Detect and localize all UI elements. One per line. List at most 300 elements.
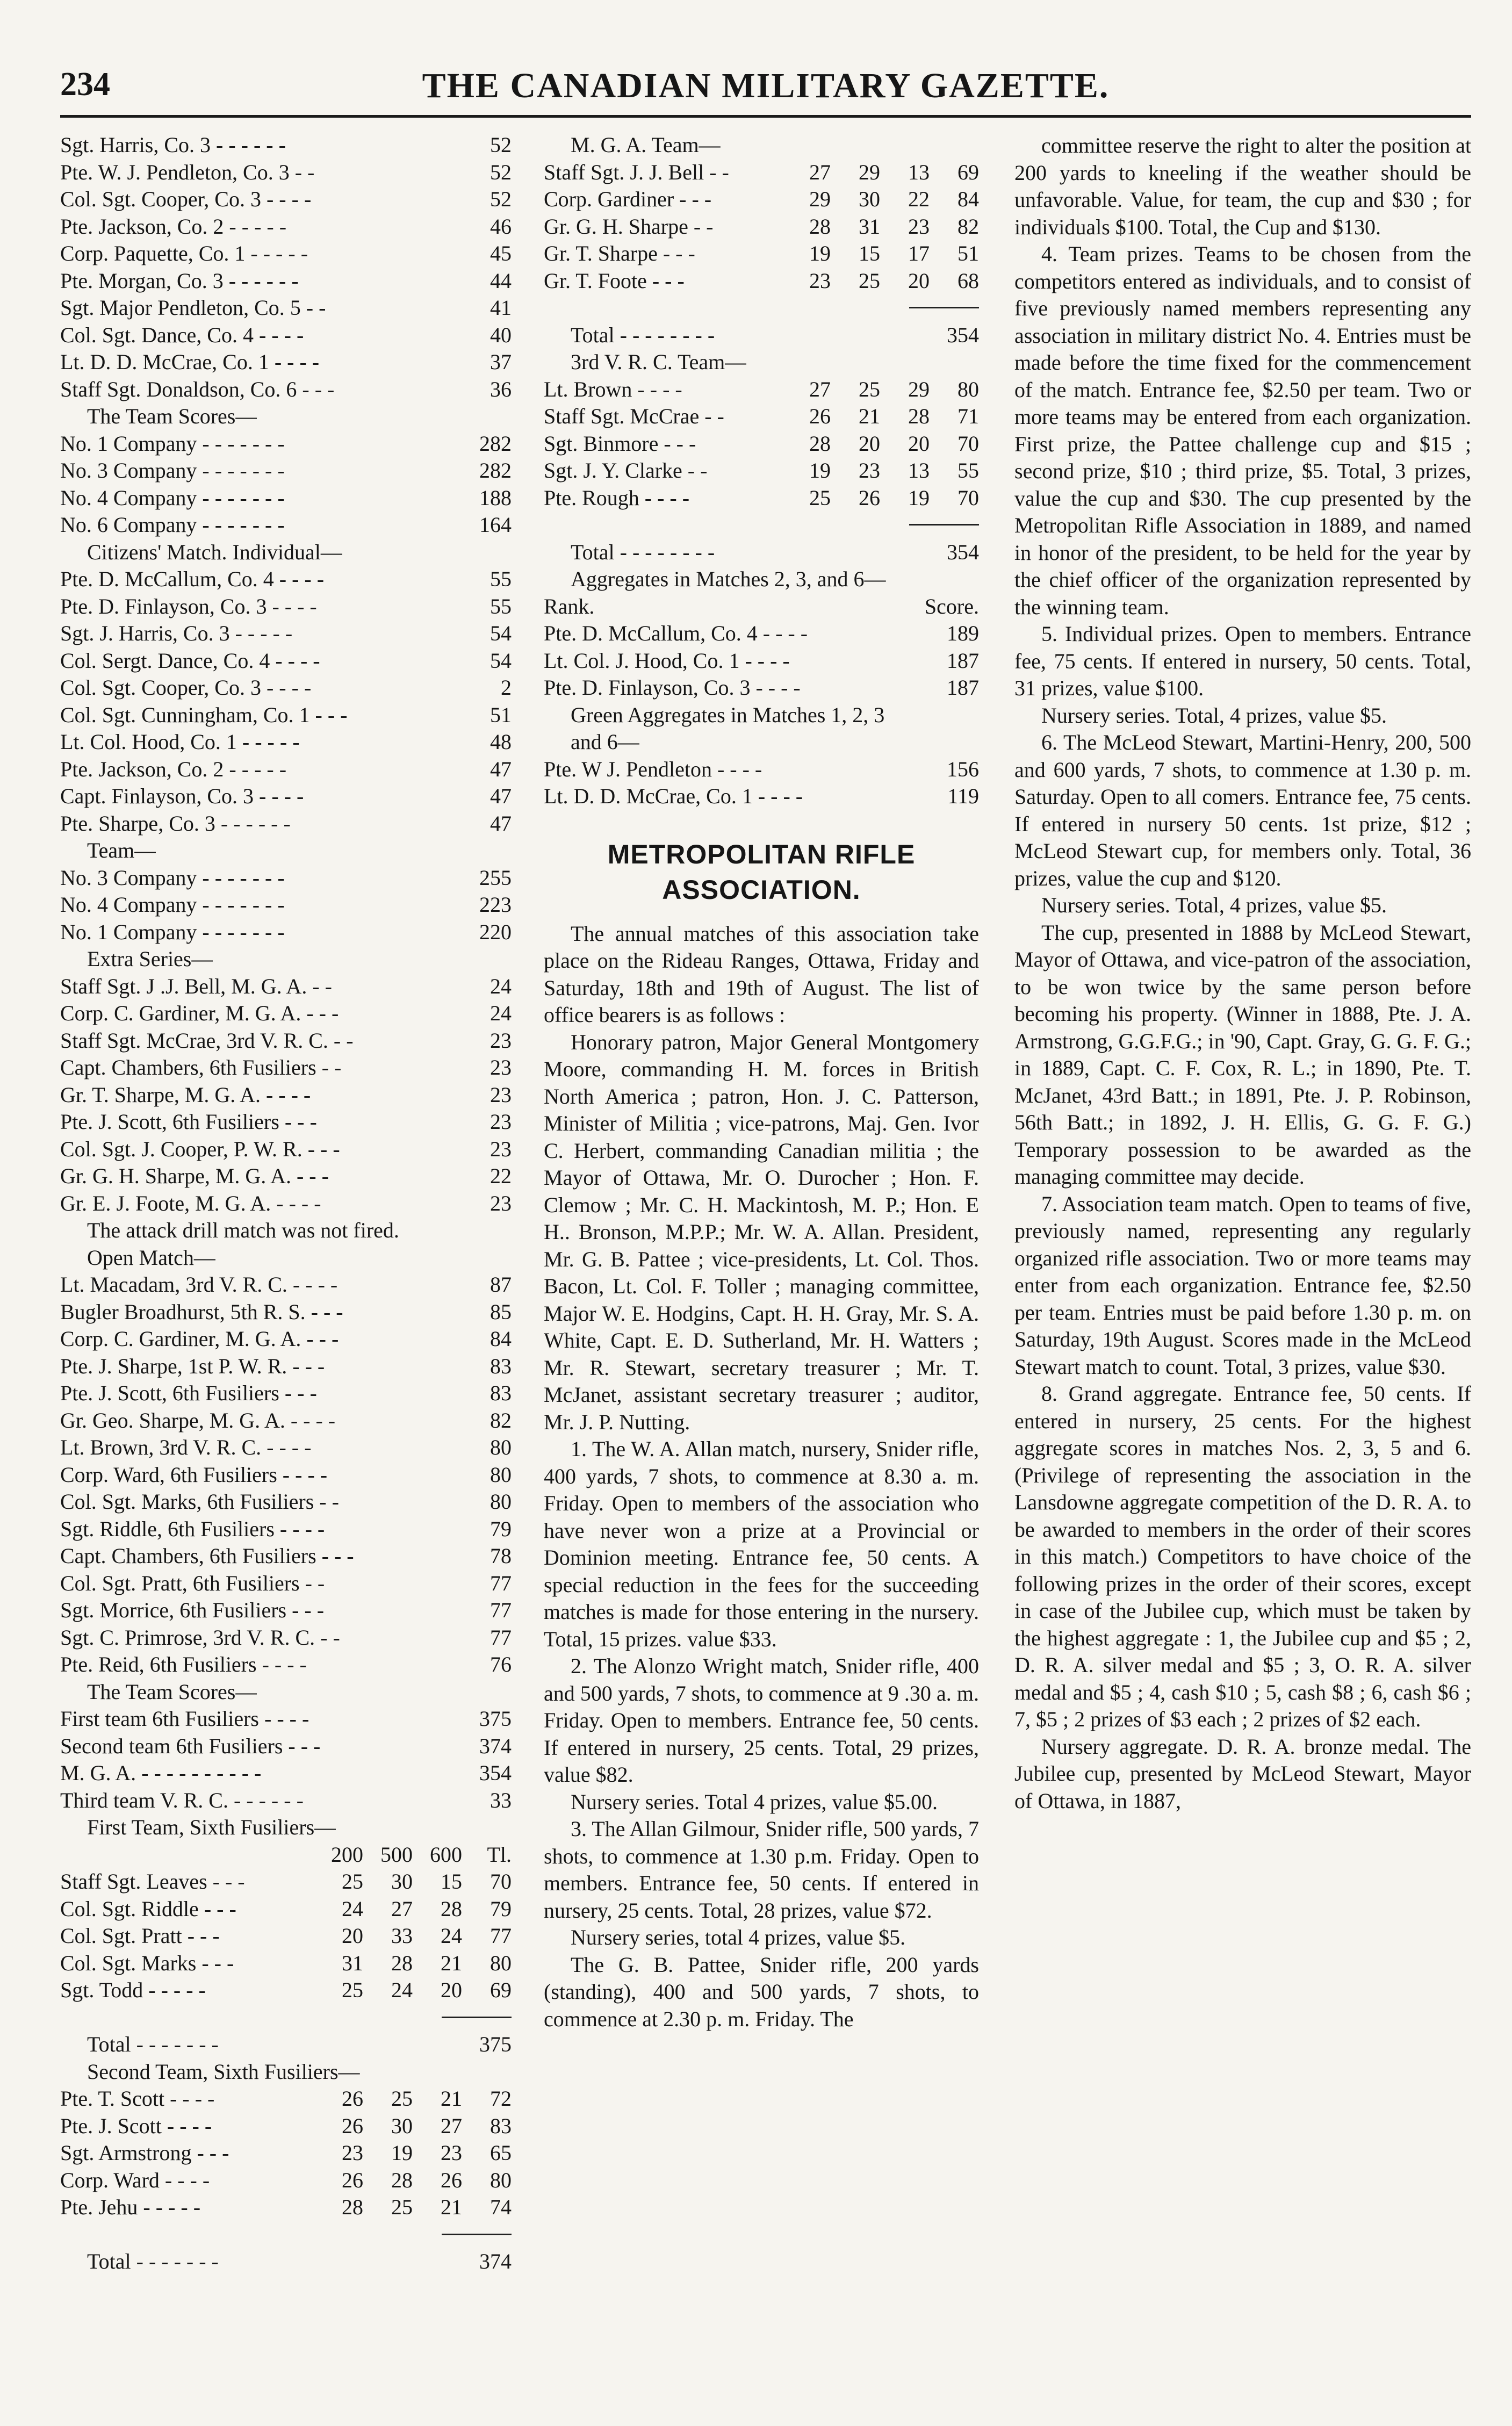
entry-label: Col. Sgt. J. Cooper, P. W. R. - - -	[60, 1136, 340, 1161]
score-value: 77	[490, 1598, 512, 1622]
score-value: 84	[490, 1327, 512, 1351]
entry-label: Total - - - - - - - -	[571, 539, 715, 564]
score-line	[60, 1218, 512, 1245]
entry-label: Capt. Finlayson, Co. 3 - - - -	[60, 784, 304, 808]
score-line	[60, 729, 512, 757]
score-value: 23	[490, 1055, 512, 1079]
score-cell: 15	[441, 1869, 462, 1894]
entry-label: Pte. D. Finlayson, Co. 3 - - - -	[544, 675, 801, 700]
entry-label: Pte. Sharpe, Co. 3 - - - - - -	[60, 811, 291, 836]
score-value: 41	[490, 296, 512, 320]
score-line	[544, 458, 979, 485]
entry-label: Pte. D. Finlayson, Co. 3 - - - -	[60, 594, 317, 618]
score-line	[60, 865, 512, 892]
entry-label: Pte. Jackson, Co. 2 - - - - -	[60, 214, 287, 239]
score-cell: 29	[809, 187, 831, 211]
score-value: 87	[490, 1272, 512, 1297]
score-cell: 23	[441, 2141, 462, 2165]
score-value: 83	[490, 1381, 512, 1405]
entry-label: Staff Sgt. Leaves - - -	[60, 1869, 245, 1894]
score-line	[60, 621, 512, 648]
score-line	[544, 431, 979, 458]
score-value: 33	[490, 1788, 512, 1812]
score-line	[60, 919, 512, 947]
entry-label: Col. Sgt. Pratt - - -	[60, 1924, 220, 1948]
score-value: 52	[490, 160, 512, 184]
score-line	[544, 404, 979, 431]
article-paragraph: The annual matches of this association take place on the Rideau Ranges, Ottawa, Friday and Saturday, 18th and 19th of August. The list of office bearers is as follows :	[544, 921, 979, 1027]
score-cell: 27	[441, 2113, 462, 2138]
article-paragraph: 1. The W. A. Allan match, nursery, Snider rifle, 400 yards, 7 shots, to commence at 8.30 a. m. Friday. Open to members of the association who have never won a prize at a Provincial or Dominion meeting. Entrance fee, 50 cents. A special reduction in the fees for the succeeding matches is made for those entering in the nursery. Total, 15 prizes. value $33.	[544, 1437, 979, 1651]
score-value: 82	[490, 1408, 512, 1432]
score-cell: 30	[859, 187, 880, 211]
score-line	[60, 2168, 512, 2195]
score-value: 23	[490, 1191, 512, 1215]
entry-label: Team—	[87, 838, 156, 862]
score-value: 354	[947, 539, 979, 564]
score-cell: 84	[957, 187, 979, 211]
score-line	[60, 1136, 512, 1164]
score-cell: 600	[430, 1842, 462, 1867]
score-cell: 13	[908, 160, 930, 184]
score-cell: 20	[908, 268, 930, 293]
column-2-article	[544, 920, 979, 2033]
score-cell: 23	[859, 458, 880, 483]
score-line	[60, 214, 512, 241]
score-cell: 80	[490, 1950, 512, 1975]
entry-label: Pte. D. McCallum, Co. 4 - - - -	[544, 621, 808, 645]
score-line	[60, 1679, 512, 1707]
score-line	[544, 702, 979, 730]
score-value: 282	[479, 458, 512, 483]
score-cell: 17	[908, 241, 930, 265]
score-cell: 83	[490, 2113, 512, 2138]
score-value: 45	[490, 241, 512, 265]
entry-label: Staff Sgt. J. J. Bell - -	[544, 160, 729, 184]
score-value: 47	[490, 784, 512, 808]
score-value: 55	[490, 594, 512, 618]
entry-label: and 6—	[571, 730, 639, 754]
entry-label: Second Team, Sixth Fusiliers—	[87, 2059, 360, 2084]
score-line	[60, 1869, 512, 1896]
entry-label: Bugler Broadhurst, 5th R. S. - - -	[60, 1299, 343, 1324]
score-cell: 25	[859, 268, 880, 293]
score-value: 164	[479, 513, 512, 537]
score-value: 119	[947, 784, 979, 808]
column-3	[1014, 132, 1471, 2378]
score-value: 374	[479, 2249, 512, 2273]
entry-label: Sgt. Major Pendleton, Co. 5 - -	[60, 296, 326, 320]
masthead	[60, 63, 1471, 118]
score-line	[60, 892, 512, 919]
score-value: 76	[490, 1652, 512, 1676]
score-line	[60, 160, 512, 187]
entry-label: Staff Sgt. Donaldson, Co. 6 - - -	[60, 377, 335, 401]
entry-label: Col. Sgt. Cunningham, Co. 1 - - -	[60, 702, 348, 727]
entry-label: Gr. T. Sharpe, M. G. A. - - - -	[60, 1082, 311, 1107]
score-value: 80	[490, 1462, 512, 1487]
entry-label: M. G. A. - - - - - - - - - -	[60, 1761, 262, 1785]
score-line	[60, 1435, 512, 1462]
score-cell: 30	[391, 2113, 413, 2138]
score-cell: 69	[490, 1978, 512, 2002]
score-value: 2	[501, 675, 512, 700]
entry-label: Pte. Morgan, Co. 3 - - - - - -	[60, 268, 299, 293]
score-value: 375	[479, 2032, 512, 2056]
score-cell: Tl.	[487, 1842, 512, 1867]
entry-label: Col. Sgt. Cooper, Co. 3 - - - -	[60, 675, 312, 700]
score-line	[60, 2194, 512, 2222]
entry-label: Total - - - - - - -	[87, 2249, 219, 2273]
entry-label: 3rd V. R. C. Team—	[571, 350, 747, 374]
entry-label: Staff Sgt. McCrae, 3rd V. R. C. - -	[60, 1028, 354, 1053]
score-value: 354	[479, 1761, 512, 1785]
entry-label: Gr. G. H. Sharpe - -	[544, 214, 714, 239]
entry-label: No. 4 Company - - - - - - -	[60, 485, 285, 510]
score-line	[60, 1516, 512, 1544]
article-paragraph: 8. Grand aggregate. Entrance fee, 50 cents. If entered in nursery, 25 cents. For the highest aggregate scores in matches Nos. 2, 3, 5 and 6. (Privilege of representing the association in the Lansdowne aggregate competition of the D. R. A. to be awarded to members in the order of their scores in this match.) Competitors to have choice of the following prizes in the order of their scores, except in case of the Jubilee cup, which must be taken by the highest aggregate : 1, the Jubilee cup and $5 ; 2, D. R. A. silver medal and $5 ; 3, O. R. A. silver medal and $5 ; 4, cash $10 ; 5, cash $8 ; 6, cash $6 ; 7, $5 ; 2 prizes of $3 each ; 2 prizes of $2 each.	[1014, 1381, 1471, 1731]
score-cell: 72	[490, 2086, 512, 2111]
total-rule	[60, 2005, 512, 2032]
score-line	[60, 1977, 512, 2005]
score-value: 47	[490, 757, 512, 781]
score-line	[544, 594, 979, 621]
score-line	[544, 566, 979, 594]
score-value: Score.	[924, 594, 979, 618]
score-line	[544, 757, 979, 784]
score-cell: 24	[342, 1896, 363, 1921]
entry-label: Lt. Col. Hood, Co. 1 - - - - -	[60, 730, 300, 754]
score-line	[544, 621, 979, 648]
score-cell: 24	[441, 1924, 462, 1948]
total-rule	[544, 295, 979, 322]
score-value: 54	[490, 648, 512, 673]
entry-label: The Team Scores—	[87, 1679, 257, 1704]
score-cell: 23	[342, 2141, 363, 2165]
score-cell: 27	[809, 160, 831, 184]
score-cell: 28	[809, 431, 831, 456]
entry-label: Citizens' Match. Individual—	[87, 539, 342, 564]
score-line	[60, 566, 512, 594]
entry-label: Col. Sgt. Cooper, Co. 3 - - - -	[60, 187, 312, 211]
score-line	[60, 377, 512, 404]
article-paragraph: Nursery series, total 4 prizes, value $5.	[571, 1925, 906, 1949]
entry-label: No. 3 Company - - - - - - -	[60, 458, 285, 483]
score-line	[60, 2249, 512, 2276]
score-cell: 26	[809, 404, 831, 428]
score-line	[544, 241, 979, 268]
score-cell: 26	[859, 485, 880, 510]
score-line	[60, 1354, 512, 1381]
score-cell: 80	[957, 377, 979, 401]
score-line	[544, 783, 979, 811]
score-cell: 70	[957, 485, 979, 510]
entry-label: Sgt. Riddle, 6th Fusiliers - - - -	[60, 1516, 325, 1541]
score-line	[544, 485, 979, 513]
score-line	[60, 2113, 512, 2141]
entry-label: Col. Sergt. Dance, Co. 4 - - - -	[60, 648, 320, 673]
score-line	[60, 1055, 512, 1082]
score-value: 79	[490, 1516, 512, 1541]
score-line	[60, 241, 512, 268]
entry-label: Sgt. Morrice, 6th Fusiliers - - -	[60, 1598, 325, 1622]
score-line	[60, 2059, 512, 2086]
score-line	[60, 1788, 512, 1815]
entry-label: Sgt. Armstrong - - -	[60, 2141, 229, 2165]
score-value: 223	[479, 892, 512, 917]
score-line	[60, 1326, 512, 1354]
score-cell: 55	[957, 458, 979, 483]
article-paragraph: committee reserve the right to alter the position at 200 yards to kneeling if the weather should be unfavorable. Value, for team, the cup and $30 ; for individuals $100. Total, the Cup and $130.	[1014, 133, 1471, 239]
score-line	[60, 1028, 512, 1055]
entry-label: Lt. Macadam, 3rd V. R. C. - - - -	[60, 1272, 338, 1297]
entry-label: The attack drill match was not fired.	[87, 1218, 399, 1242]
score-cell: 23	[908, 214, 930, 239]
score-cell: 28	[908, 404, 930, 428]
score-cell: 31	[859, 214, 880, 239]
score-line	[60, 1950, 512, 1978]
score-line	[60, 1733, 512, 1761]
entry-label: Corp. Ward, 6th Fusiliers - - - -	[60, 1462, 328, 1487]
entry-label: Pte. D. McCallum, Co. 4 - - - -	[60, 567, 325, 591]
entry-label: Col. Sgt. Marks, 6th Fusiliers - -	[60, 1489, 339, 1514]
score-value: 374	[479, 1733, 512, 1758]
score-cell: 82	[957, 214, 979, 239]
score-value: 83	[490, 1354, 512, 1378]
score-cell: 25	[342, 1869, 363, 1894]
total-rule	[544, 512, 979, 539]
score-value: 23	[490, 1082, 512, 1107]
score-cell: 20	[859, 431, 880, 456]
score-line	[60, 539, 512, 567]
score-line	[60, 1380, 512, 1408]
score-line	[544, 349, 979, 377]
score-line	[60, 1299, 512, 1327]
score-line	[544, 377, 979, 404]
score-line	[60, 186, 512, 214]
score-line	[60, 1923, 512, 1950]
entry-label: Green Aggregates in Matches 1, 2, 3	[571, 702, 885, 727]
article-paragraph: The G. B. Pattee, Snider rifle, 200 yards (standing), 400 and 500 yards, 7 shots, to commence at 2.30 p. m. Friday. The	[544, 1952, 979, 2031]
entry-label: Corp. C. Gardiner, M. G. A. - - -	[60, 1327, 339, 1351]
entry-label: Col. Sgt. Marks - - -	[60, 1950, 234, 1975]
score-cell: 30	[391, 1869, 413, 1894]
score-line	[60, 431, 512, 458]
score-cell: 28	[441, 1896, 462, 1921]
score-line	[60, 458, 512, 485]
article-paragraph: Honorary patron, Major General Montgomery Moore, commanding H. M. forces in British North America ; patron, Hon. J. C. Patterson, Minister of Militia ; vice-patrons, Maj. Gen. Ivor C. Herbert, commanding Canadian militia ; the Mayor of Ottawa, Mr. O. Durocher ; Hon. F. Clemow ; Mr. C. H. Mackintosh, M. P.; Hon. E H.. Bronson, M.P.P.; Mr. W. A. Allan. President, Mr. G. B. Pattee ; vice-presidents, Lt. Col. Thos. Bacon, Lt. Col. F. Toller ; managing committee, Major W. E. Hodgins, Capt. H. H. Gray, Mr. S. A. White, Capt. E. D. Sutherland, Mr. H. Watters ; Mr. R. Stewart, secretary treasurer ; Mr. T. McJanet, assistant secretary treasurer ; auditor, Mr. J. P. Nutting.	[544, 1030, 979, 1434]
score-line	[544, 729, 979, 757]
score-line	[60, 2086, 512, 2113]
score-value: 23	[490, 1136, 512, 1161]
score-cell: 80	[490, 2168, 512, 2192]
entry-label: Gr. T. Foote - - -	[544, 268, 685, 293]
entry-label: Capt. Chambers, 6th Fusiliers - - -	[60, 1544, 354, 1568]
score-value: 24	[490, 1001, 512, 1025]
entry-label: Open Match—	[87, 1245, 215, 1270]
entry-label: Lt. Col. J. Hood, Co. 1 - - - -	[544, 648, 790, 673]
score-cell: 21	[441, 1950, 462, 1975]
score-cell: 20	[342, 1924, 363, 1948]
score-line	[60, 1896, 512, 1924]
entry-label: Third team V. R. C. - - - - - -	[60, 1788, 304, 1812]
score-cell: 20	[908, 431, 930, 456]
score-line	[60, 783, 512, 811]
entry-label: Sgt. J. Harris, Co. 3 - - - - -	[60, 621, 293, 645]
entry-label: Pte. J. Scott, 6th Fusiliers - - -	[60, 1381, 317, 1405]
score-cell: 27	[391, 1896, 413, 1921]
score-value: 187	[947, 648, 979, 673]
article-paragraph: 4. Team prizes. Teams to be chosen from the competitors entered as individuals, and to consist of five previously named members representing any association in military district No. 4. Entries must be made before the time fixed for the commencement of the match. Entrance fee, $2.50 per team. Two or more teams may be entered from each organization. First prize, the Pattee challenge cup and $15 ; second prize, $10 ; third prize, $5. Total, 3 prizes, value the cup and $30. The cup presented by the Metropolitan Rifle Association in 1889, and named in honor of the president, to be held for the year by the chief officer of the organization represented by the winning team.	[1014, 242, 1471, 619]
score-cell: 23	[809, 268, 831, 293]
score-line	[60, 1272, 512, 1299]
score-cell: 500	[380, 1842, 413, 1867]
score-cell: 25	[809, 485, 831, 510]
score-value: 22	[490, 1164, 512, 1188]
score-cell: 26	[342, 2086, 363, 2111]
score-line	[544, 160, 979, 187]
score-line	[60, 675, 512, 702]
score-cell: 68	[957, 268, 979, 293]
score-cell: 21	[441, 2195, 462, 2219]
score-cell: 200	[331, 1842, 363, 1867]
score-line	[60, 1462, 512, 1489]
score-line	[60, 1706, 512, 1733]
score-cell: 71	[957, 404, 979, 428]
entry-label: Corp. C. Gardiner, M. G. A. - - -	[60, 1001, 339, 1025]
score-cell: 77	[490, 1924, 512, 1948]
score-cell: 24	[391, 1978, 413, 2002]
score-line	[60, 811, 512, 838]
score-cell: 28	[809, 214, 831, 239]
article-paragraph: Nursery aggregate. D. R. A. bronze medal. The Jubilee cup, presented by McLeod Stewart, Mayor of Ottawa, in 1887,	[1014, 1734, 1471, 1813]
score-cell: 70	[490, 1869, 512, 1894]
score-line	[60, 1000, 512, 1028]
score-line	[60, 594, 512, 621]
score-cell: 28	[342, 2195, 363, 2219]
score-value: 52	[490, 133, 512, 157]
article-paragraph: 3. The Allan Gilmour, Snider rifle, 500 yards, 7 shots, to commence at 1.30 p.m. Friday. Open to members. Entrance fee, 50 cents. If entered in nursery, 25 cents. Total, 28 prizes, value $72.	[544, 1817, 979, 1923]
score-cell: 70	[957, 431, 979, 456]
score-cell: 74	[490, 2195, 512, 2219]
score-cell: 79	[490, 1896, 512, 1921]
score-cell: 28	[391, 2168, 413, 2192]
entry-label: Total - - - - - - -	[87, 2032, 219, 2056]
entry-label: Rank.	[544, 594, 595, 618]
score-cell: 19	[391, 2141, 413, 2165]
score-value: 282	[479, 431, 512, 456]
entry-label: Sgt. Todd - - - - -	[60, 1978, 206, 2002]
entry-label: First team 6th Fusiliers - - - -	[60, 1707, 309, 1731]
score-line	[544, 186, 979, 214]
column-2	[544, 132, 979, 2378]
score-value: 48	[490, 730, 512, 754]
score-line	[544, 675, 979, 702]
entry-label: Pte. Rough - - - -	[544, 485, 690, 510]
entry-label: Pte. J. Sharpe, 1st P. W. R. - - -	[60, 1354, 325, 1378]
entry-label: Staff Sgt. J .J. Bell, M. G. A. - -	[60, 974, 332, 998]
entry-label: Pte. Jackson, Co. 2 - - - - -	[60, 757, 287, 781]
score-cell: 19	[908, 485, 930, 510]
score-cell: 21	[859, 404, 880, 428]
score-value: 52	[490, 187, 512, 211]
entry-label: Lt. D. D. McCrae, Co. 1 - - - -	[544, 784, 803, 808]
score-value: 40	[490, 322, 512, 347]
entry-label: Gr. T. Sharpe - - -	[544, 241, 695, 265]
entry-label: Pte. Reid, 6th Fusiliers - - - -	[60, 1652, 307, 1676]
article-paragraph: 6. The McLeod Stewart, Martini-Henry, 200, 500 and 600 yards, 7 shots, to commence at 1.30 p. m. Saturday. Open to all comers. Entrance fee, 75 cents. If entered in nursery 50 cents. 1st prize, $12 ; McLeod Stewart cup, for members only. Total, 36 prizes, value the cup and $120.	[1014, 730, 1471, 890]
score-line	[60, 1597, 512, 1625]
score-line	[60, 1652, 512, 1679]
score-line	[60, 1082, 512, 1110]
entry-label: Staff Sgt. McCrae - -	[544, 404, 724, 428]
score-line	[544, 132, 979, 160]
score-cell: 25	[859, 377, 880, 401]
entry-label: Corp. Gardiner - - -	[544, 187, 712, 211]
total-rule	[60, 2222, 512, 2249]
score-cell: 25	[391, 2086, 413, 2111]
entry-label: Pte. J. Scott - - - -	[60, 2113, 212, 2138]
score-line	[60, 1625, 512, 1652]
entry-label: First Team, Sixth Fusiliers—	[87, 1815, 336, 1839]
score-value: 80	[490, 1489, 512, 1514]
score-line	[544, 268, 979, 296]
column-1	[60, 132, 512, 2378]
score-line	[60, 512, 512, 539]
entry-label: Gr. E. J. Foote, M. G. A. - - - -	[60, 1191, 321, 1215]
score-line	[60, 132, 512, 160]
score-value: 220	[479, 919, 512, 944]
score-cell: 69	[957, 160, 979, 184]
score-line	[60, 1245, 512, 1272]
article-paragraph: The cup, presented in 1888 by McLeod Stewart, Mayor of Ottawa, and vice-patron of the association, to be won twice by the same person before becoming his property. (Winner in 1888, Pte. J. A. Armstrong, G.G.F.G.; in '90, Capt. Gray, G. G. F. G.; in 1889, Capt. C. F. Cox, R. L.; in 1890, Pte. T. McJanet, 43rd Batt.; in 1891, Pte. J. P. Robinson, 56th Batt.; in 1892, J. H. Ellis, G. G. F. G.) Temporary possession to be awarded as the managing committee may decide.	[1014, 920, 1471, 1189]
score-value: 188	[479, 485, 512, 510]
score-cell: 28	[391, 1950, 413, 1975]
score-value: 80	[490, 1435, 512, 1459]
score-value: 54	[490, 621, 512, 645]
entry-label: The Team Scores—	[87, 404, 257, 428]
score-cell: 21	[441, 2086, 462, 2111]
entry-label: Second team 6th Fusiliers - - -	[60, 1733, 321, 1758]
score-line	[60, 1571, 512, 1598]
score-cell: 26	[342, 2168, 363, 2192]
newspaper-title: THE CANADIAN MILITARY GAZETTE.	[422, 66, 1110, 105]
entry-label: Pte. W. J. Pendleton, Co. 3 - -	[60, 160, 315, 184]
article-paragraph: Nursery series. Total 4 prizes, value $5.00.	[571, 1789, 938, 1814]
score-line	[544, 648, 979, 675]
entry-label: Sgt. J. Y. Clarke - -	[544, 458, 708, 483]
score-value: 44	[490, 268, 512, 293]
entry-label: Pte. T. Scott - - - -	[60, 2086, 215, 2111]
entry-label: Corp. Ward - - - -	[60, 2168, 210, 2192]
score-value: 85	[490, 1299, 512, 1324]
entry-label: Lt. D. D. McCrae, Co. 1 - - - -	[60, 350, 320, 374]
score-value: 24	[490, 974, 512, 998]
score-value: 37	[490, 350, 512, 374]
score-line	[60, 974, 512, 1001]
score-line	[60, 404, 512, 431]
score-line	[60, 2140, 512, 2168]
score-line	[60, 1191, 512, 1218]
entry-label: Pte. W J. Pendleton - - - -	[544, 757, 762, 781]
score-line	[544, 214, 979, 241]
entry-label: Sgt. C. Primrose, 3rd V. R. C. - -	[60, 1625, 340, 1650]
entry-label: Col. Sgt. Dance, Co. 4 - - - -	[60, 322, 304, 347]
score-value: 255	[479, 865, 512, 890]
entry-label: Gr. Geo. Sharpe, M. G. A. - - - -	[60, 1408, 336, 1432]
score-cell: 31	[342, 1950, 363, 1975]
score-value: 36	[490, 377, 512, 401]
